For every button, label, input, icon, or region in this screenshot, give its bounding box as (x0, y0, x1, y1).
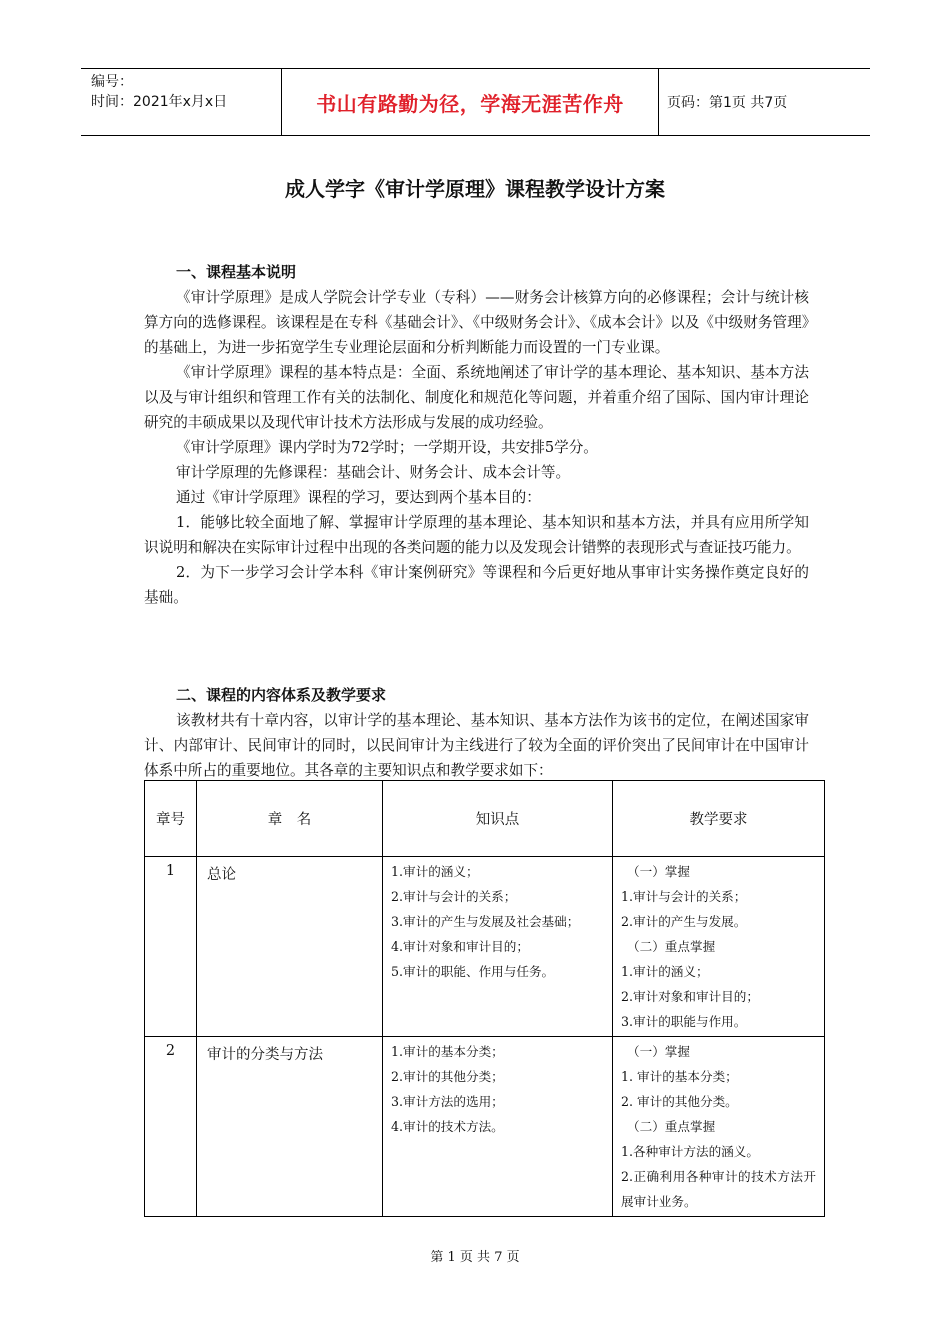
list-item: 4.审计对象和审计目的； (391, 939, 529, 954)
list-item: 2.审计对象和审计目的； (621, 989, 759, 1004)
list-item: 1.审计的涵义； (391, 864, 479, 879)
list-item: 3.审计的职能与作用。 (621, 1014, 747, 1029)
teaching-requirements (613, 857, 825, 1037)
paragraph: 《审计学原理》课程的基本特点是：全面、系统地阐述了审计学的基本理论、基本知识、基本方法以及与审计组织和管理工作有关的法制化、制度化和规范化等问题，并着重介绍了国际、国内审计理论研究的丰硕成果以及现代审计技术方法形成与发展的成功经验。 (144, 364, 809, 431)
chapter-name: 总论 (197, 857, 383, 1037)
header-chapter-no: 章号 (145, 781, 197, 857)
list-item: 3.审计的产生与发展及社会基础； (391, 914, 580, 929)
chapter-name: 审计的分类与方法 (197, 1037, 383, 1217)
paragraph: 审计学原理的先修课程：基础会计、财务会计、成本会计等。 (176, 464, 571, 481)
document-title: 成人学字《审计学原理》课程教学设计方案 (285, 177, 665, 201)
header-motto: 书山有路勤为径，学海无涯苦作舟 (281, 69, 659, 135)
chapter-no: 1 (145, 857, 197, 1037)
list-item: 1.审计与会计的关系； (621, 889, 747, 904)
time-label: 时间：2021年x月x日 (91, 94, 228, 110)
header-box (81, 68, 870, 136)
section-basic (144, 260, 809, 610)
list-item: 1. 审计的基本分类； (621, 1069, 738, 1084)
table-row (145, 1037, 825, 1217)
list-item: 2.审计的产生与发展。 (621, 914, 747, 929)
knowledge-points (383, 1037, 613, 1217)
knowledge-points (383, 857, 613, 1037)
table-header-row (145, 781, 825, 857)
list-item: 4.审计的技术方法。 (391, 1119, 504, 1134)
list-item: 2.审计与会计的关系； (391, 889, 517, 904)
paragraph: 《审计学原理》课内学时为72学时；一学期开设，共安排5学分。 (176, 439, 598, 456)
header-knowledge-points: 知识点 (383, 781, 613, 857)
teaching-requirements (613, 1037, 825, 1217)
table-row (145, 857, 825, 1037)
list-item: （二）重点掌握 (627, 1119, 716, 1134)
list-item: （一）掌握 (627, 1044, 690, 1059)
list-item: （一）掌握 (627, 864, 690, 879)
list-item: 5.审计的职能、作用与任务。 (391, 964, 555, 979)
list-item: 2. 审计的其他分类。 (621, 1094, 738, 1109)
paragraph: 1．能够比较全面地了解、掌握审计学原理的基本理论、基本知识和基本方法，并具有应用所学知识说明和解决在实际审计过程中出现的各类问题的能力以及发现会计错弊的表现形式与查证技巧能力。 (144, 514, 809, 556)
paragraph: 《审计学原理》是成人学院会计学专业（专科）——财务会计核算方向的必修课程；会计与统计核算方向的选修课程。该课程是在专科《基础会计》、《中级财务会计》、《成本会计》以及《中级财务管理》的基础上，为进一步拓宽学生专业理论层面和分析判断能力而设置的一门专业课。 (144, 289, 809, 356)
list-item: 3.审计方法的选用； (391, 1094, 504, 1109)
chapter-no: 2 (145, 1037, 197, 1217)
header-page-info: 页码：第1页 共7页 (667, 95, 788, 111)
paragraph: 2．为下一步学习会计学本科《审计案例研究》等课程和今后更好地从事审计实务操作奠定良好的基础。 (144, 564, 809, 606)
paragraph: 该教材共有十章内容，以审计学的基本理论、基本知识、基本方法作为该书的定位，在阐述国家审计、内部审计、民间审计的同时，以民间审计为主线进行了较为全面的评价突出了民间审计在中国审计体系中所占的重要地位。其各章的主要知识点和教学要求如下： (144, 712, 809, 779)
list-item: 1.审计的基本分类； (391, 1044, 504, 1059)
page-footer: 第 1 页 共 7 页 (430, 1250, 520, 1265)
paragraph: 通过《审计学原理》课程的学习，要达到两个基本目的： (176, 489, 541, 506)
list-item: 1.审计的涵义； (621, 964, 709, 979)
course-table (144, 780, 825, 1217)
list-item: 2.审计的其他分类； (391, 1069, 504, 1084)
list-item: 1.各种审计方法的涵义。 (621, 1144, 759, 1159)
section-heading: 二、课程的内容体系及教学要求 (176, 686, 387, 704)
header-teaching-requirements: 教学要求 (613, 781, 825, 857)
list-item: 2.正确利用各种审计的技术方法开展审计业务。 (621, 1169, 816, 1209)
header-meta (81, 69, 281, 135)
number-label: 编号： (91, 74, 133, 90)
section-heading: 一、课程基本说明 (176, 263, 297, 281)
section-content (144, 683, 809, 783)
header-chapter-name: 章 名 (197, 781, 383, 857)
list-item: （二）重点掌握 (627, 939, 716, 954)
